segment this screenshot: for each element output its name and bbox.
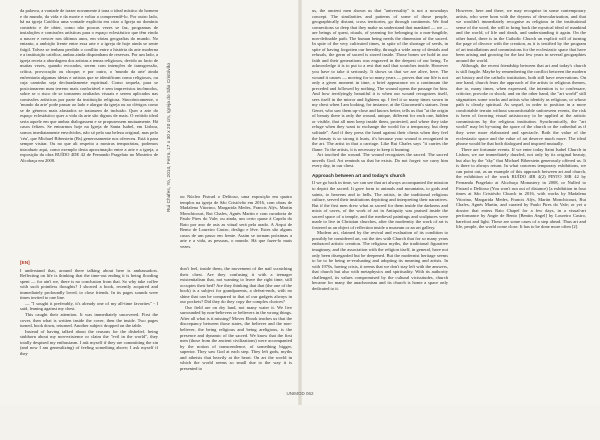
column-mid-bottom (180, 266, 292, 386)
photo-caption-vertical: Rui Chafes, Yo, 2014, Ferro, 17 x 30 x 20 cm, Igreja do São Cristóvão (166, 62, 171, 212)
paragraph: don't feel, inside them, the movement of the nail scratching their chest. Are they confusing it with a teenager existentialism that, not wanting to leave the right time, still occupies their bed? Are they thinking that that (the one of the book) is a subject for grandparents, a defeat-ends, with no shine that can be compared to that of our gadgets always in our pockets? Did they do they copy the complex choices? (180, 266, 292, 305)
paragraph: Our field are on dry land, not many water it. We live surrounded by non-believers or believers in the wrong things. After all what is it missing? Moves Ebook teaches us that the discrepancy between those states, the believer and the non-believer, the being religious and being areligious, is the presence and dynamic of the sacred. We know that the first men (those from the ancient civilizations) were accompanied by the notion of transcendence, of something bigger, superior. They saw God at each step. They left gods, myths and atheists that heavily at the heart. On art the world in which the world seems so small due to the way it is presented to (180, 304, 292, 371)
paragraph: ou Núcleo Fistrad o Delitoso, uma exposição em quatro templos na igreja de São Cristóvão em 2016, com obras de Madalena Vitorino, Margarida Medes, Francis Alÿs, Martin Monchicourt, Rui Chafes, Agnès Martin e com curadoria de Paulo Pires do Vale; ou ainda, um certo quase à Capela do Rato por ano de asis as vitual será pela arado. A Arqui de Bento de Loureiro Castro, desligo e lêve. Estes são alguns casos de um passo em frente. Assim se tornam próximas a arte e a vida, as pessoas, o mundo. Há que fazer-lo mais vezes. (180, 194, 292, 249)
paragraph: Art touched the wound. The wound recognizes the sacred. The sacred unveils God. Art reminds us that he exists. Do not forget: we carry him every day, in our chest. (312, 152, 448, 169)
paragraph: Modern art, claimed by the revival and evaluation of its condition to possibly be considered art, cut the ties with Church that for so many years embraced artistic creation. The religious myths, the traditional figurative imaginary, and the association with the religion itself, in general, have not only been disregarded but be deepened. But the modernist heritage seems to be to be being re-evaluating and adopting its meaning and artists. In with 1970s, having crisis, it seems that we don't stay left with the answers, that church but also with metaphysics and spirituality. With its authority challenged, its values compromised by the cultural vicissitudes, church became for many the anachronism and its church is home a space only dedicated to it. (312, 230, 448, 291)
column-far-right (456, 8, 586, 384)
paragraph: us, the ancient men shown us that "universality" is not a nowadays concept. The similarities and patterns of some of those people, geographically distant, cross territories, go through continents. We find connections so deep that they make us understand that mankind — we — are beings of quest, rituals, of yearning for belonging to a non-fungible, non-definable path. The human being needs the dimension of the sacred. In spite of the very cultivated times, in spite of the shortage of seeds, in spite of having forgotten our heredity, through a wide array of denials and refusals, the germ of sacred is stored inside. Those bones we hold in our faith and their generations was engraved in the deepest of our being. To acknowledge it is to put to a rest that nail that scratches inside. However you have to take it seriously. It shows us that we are alive, here. The wound it causes — moving for so many years — proves that our life is not only a given moment in time, a brief appearance on a continuum the preceded and followed by nothing. The wound opens the passage for him. And how terrifyingly beautiful it is when our wound recognizes itself, sees itself in the mirror and lightens up. I feel it so many times sworn in my chest when I am looking, for instance, at the Giacometti's statues. Jean Genet, who saw them up-close and knows better, tells us that "at the origin of beauty there is only the wound, unique, different for each one, hidden or visible, that all men keep inside them, protected, and where they take refuge when they want to exchange the world for a temporary, but deep solitude". And if they press the hand against their chests when they feel the beauty is so strong it hurts, it's because your wound is recognized in the art. The artist in that a carriage. Like Rui Chafes says "it carries the flame. To the artists, it is necessary to keep it burning. (312, 8, 448, 152)
paragraph: I understand that, around there talking about here is ambassadors. Reflecting on life is thinking that the time-out ending it is being flooding spent — for ain't we, there is no conclusion from that. So why take coffee with such pointless thoughts? I showed a book, recently acquired and immediately profoundly loved, to close friends. In its pages sounds were times invited to one line. (20, 267, 158, 301)
column-left-top (20, 8, 158, 254)
paragraph: If we go back in time, we can see that art always accompanied the mission to depict the sacred. It gave form to animals and mountains, to gods and saints, to heavens and to hells. The artists, in the traditional religious culture, served their institutions depicting and interpreting their narratives. But if the first men drew what as sacred for them inside the darkness and mists of caves, of the work of art in Antiquity was praised inside the sacred space of a temple, and the medieval paintings and sculptures were made to live in Christian churches, after the modernity the work of art is fostered as an object of reflection inside a museum or an art gallery. (312, 180, 448, 230)
column-left-bottom (20, 256, 158, 386)
column-right (312, 8, 448, 384)
paragraph: Although, the recent friendship between that art and today's church is still fragile. Maybe by remembering the conflict between the modern art history and the catholic institution, both still have reservations. On one hand, church fears the approach of the artists to religious themes, due to, many times, when expressed, the intention is to confessare, criticize, provoke or shock; and on the other hand, the "art world" still stigmatizes some works and artists who identify as religious, or whose path is clearly spiritual. As sequel, in order to position in a more comfortable terrain without uncomfortable unforeseen events, the risk is been of favoring visual artistocracy to be applied at the artistic commissions by the religious institution. Synchronically, the "art world" may let by-using the space of the church or the cathedral as if they were more elaborated and spectacle. Both the value of the ecclesiastic space and the value of art deserve much more. The ideal phrase would be that both dialogued and inspired mutually. (456, 63, 586, 147)
page-number: UNIMOD 062 (286, 391, 314, 396)
paragraph: Instead of having talked about the reasons for the disbelief, being stubborn about my non-existence or claim the "evil in the world", they totally despised my enthusiasm. I ask myself if they are committing the sin (and now I am generalizing) of feeling something above; I ask myself if they (20, 328, 158, 356)
paragraph: da palavra, a vontade de trazer novamente à tona o ideal místico do homem e do mundo, da vida e da morte e voltar a compreendê-lo. Por outro lado, há na igreja Católica uma vontade explícita em criar a Igreja no domínio contrário e de obter, como não poucas vezes se faz, programas de instalações e comissões artísticas para o espaço eclesiástico que têm vindo a nascer e crescer nos últimos anos, em várias geografias do mundo. No entanto, a ambição frente entre essa arte e a igreja de hoje ainda se sente frágil. Talvez se tenham perdido o conflito entre a história da arte moderna e a instituição católica, ambas ainda dispomham de reservas. Por um lado, a igreja receia a abordagem dos artistas a temas religiosos, devido ao facto de muitas vezes, quando evocados, serem com intenções de transgressão, crítica, provocação ou choque; e por outro, o 'mundo da arte' ainda enfrentaria algumas ideias e artistas que se identificam como religiosos, ou cuja caminho seja declaradamente espiritual. Como sequela, para se posicionarem num terreno mais confortável e sem imprevistos incômodos, sobre se o risco de se tornarem avaliados visuais e serem aplicados nas comissões artísticas por parte da instituição religiosa. Sincrónicamente, o 'mundo da arte' pode passar ao lado e alargar da igreja ou ao clérigos como se de géneros mais afastados se tratassem de inclusão. Quer a arte do espaço eclesiástico quer a vida da arte são dignos de mais. O erótido ideal seria aquele em que ambas dialogassem e se propusessem mutuamente. Há casos felizes. Se entrarmos hoje na Igreja de Santa Isabel, em Lisboa, somos imediatamente envolvidos, não só pela sua beleza original, mas pelo 'céu', que Michael Biberstein (Bs) generosamente nos ofereceu. Está à para sempre visitar. Ou no que ali respeito a mostras temporárias, podemos introduzir aqui, como exemplo desta aproximação entre a arte e a igreja, a exposição da obra RUÍDO 4DE 42 de Fernando Pragelato no Mosteiro de Alcobaça em 2008. (20, 8, 158, 163)
page-gutter (298, 0, 302, 405)
paragraph: This caught their attention. It was immediately uncovered. First the cover, then what is written inside the cover, then the inside. Two pages turned, book down, returned. Another subject dropped on the table. (20, 311, 158, 329)
language-marker: [EN] (20, 260, 30, 265)
paragraph: However, here and there, we may recognise in some contemporary artists, who were born with the dryness of desecularization, and that we wouldn't immediately recognise as religious in the institutional sense of the word, the will to bring back the mystical ideal of mankind and the world, of life and death, and understanding it again. On the other hand, there is in the Catholic Church an explicit will of turning the page of divorce with the creation, as it is testified by the program of art installations and commissions for the ecclesiastic space that have been arising and growing for the last few years in several geographies around the world. (456, 8, 586, 63)
paragraph: There are fortunate events. If we enter today Saint Isabel Church in Lisbon, we are immediately dazzled, not only by its original beauty, but also by the "sky" that Michael Biberstein generously offered us. It is there to always return. In what concerns temporary exhibitions, we can point out, as an example of this approach between art and church, the exhibition of the work RUÍDO 4IR 4(2) PINTO 38R 42 by Fernanda Pragelato at Alcobaça Monastery in 2008, or Nulled to Fistrad o Delitoso (You won't run out of distance) [a exhibition in four times at São Cristóvão Church in 2016, with works by Madalena Vitorino, Margarida Medes, Francis Alÿs, Martin Monchicourt, Rui Chafes, Agnès Martin, and curated by Paulo Pires do Vale; or yet a dossier that enters Rato Chapel for a few days, in a visual-art performance by Angie de Bento [Bentin Angel] by Loureiro Castro, barefoot and light. These are some cases of a step ahead. Thus art and life, people, the world come close. It has to be done more often [2]. (456, 146, 586, 230)
section-heading: Approach between art and today's church (312, 172, 406, 178)
paragraph: — "I sought it preferably, it's already one of my all-time favorites" - I said, leaning against my chest. (20, 300, 158, 312)
